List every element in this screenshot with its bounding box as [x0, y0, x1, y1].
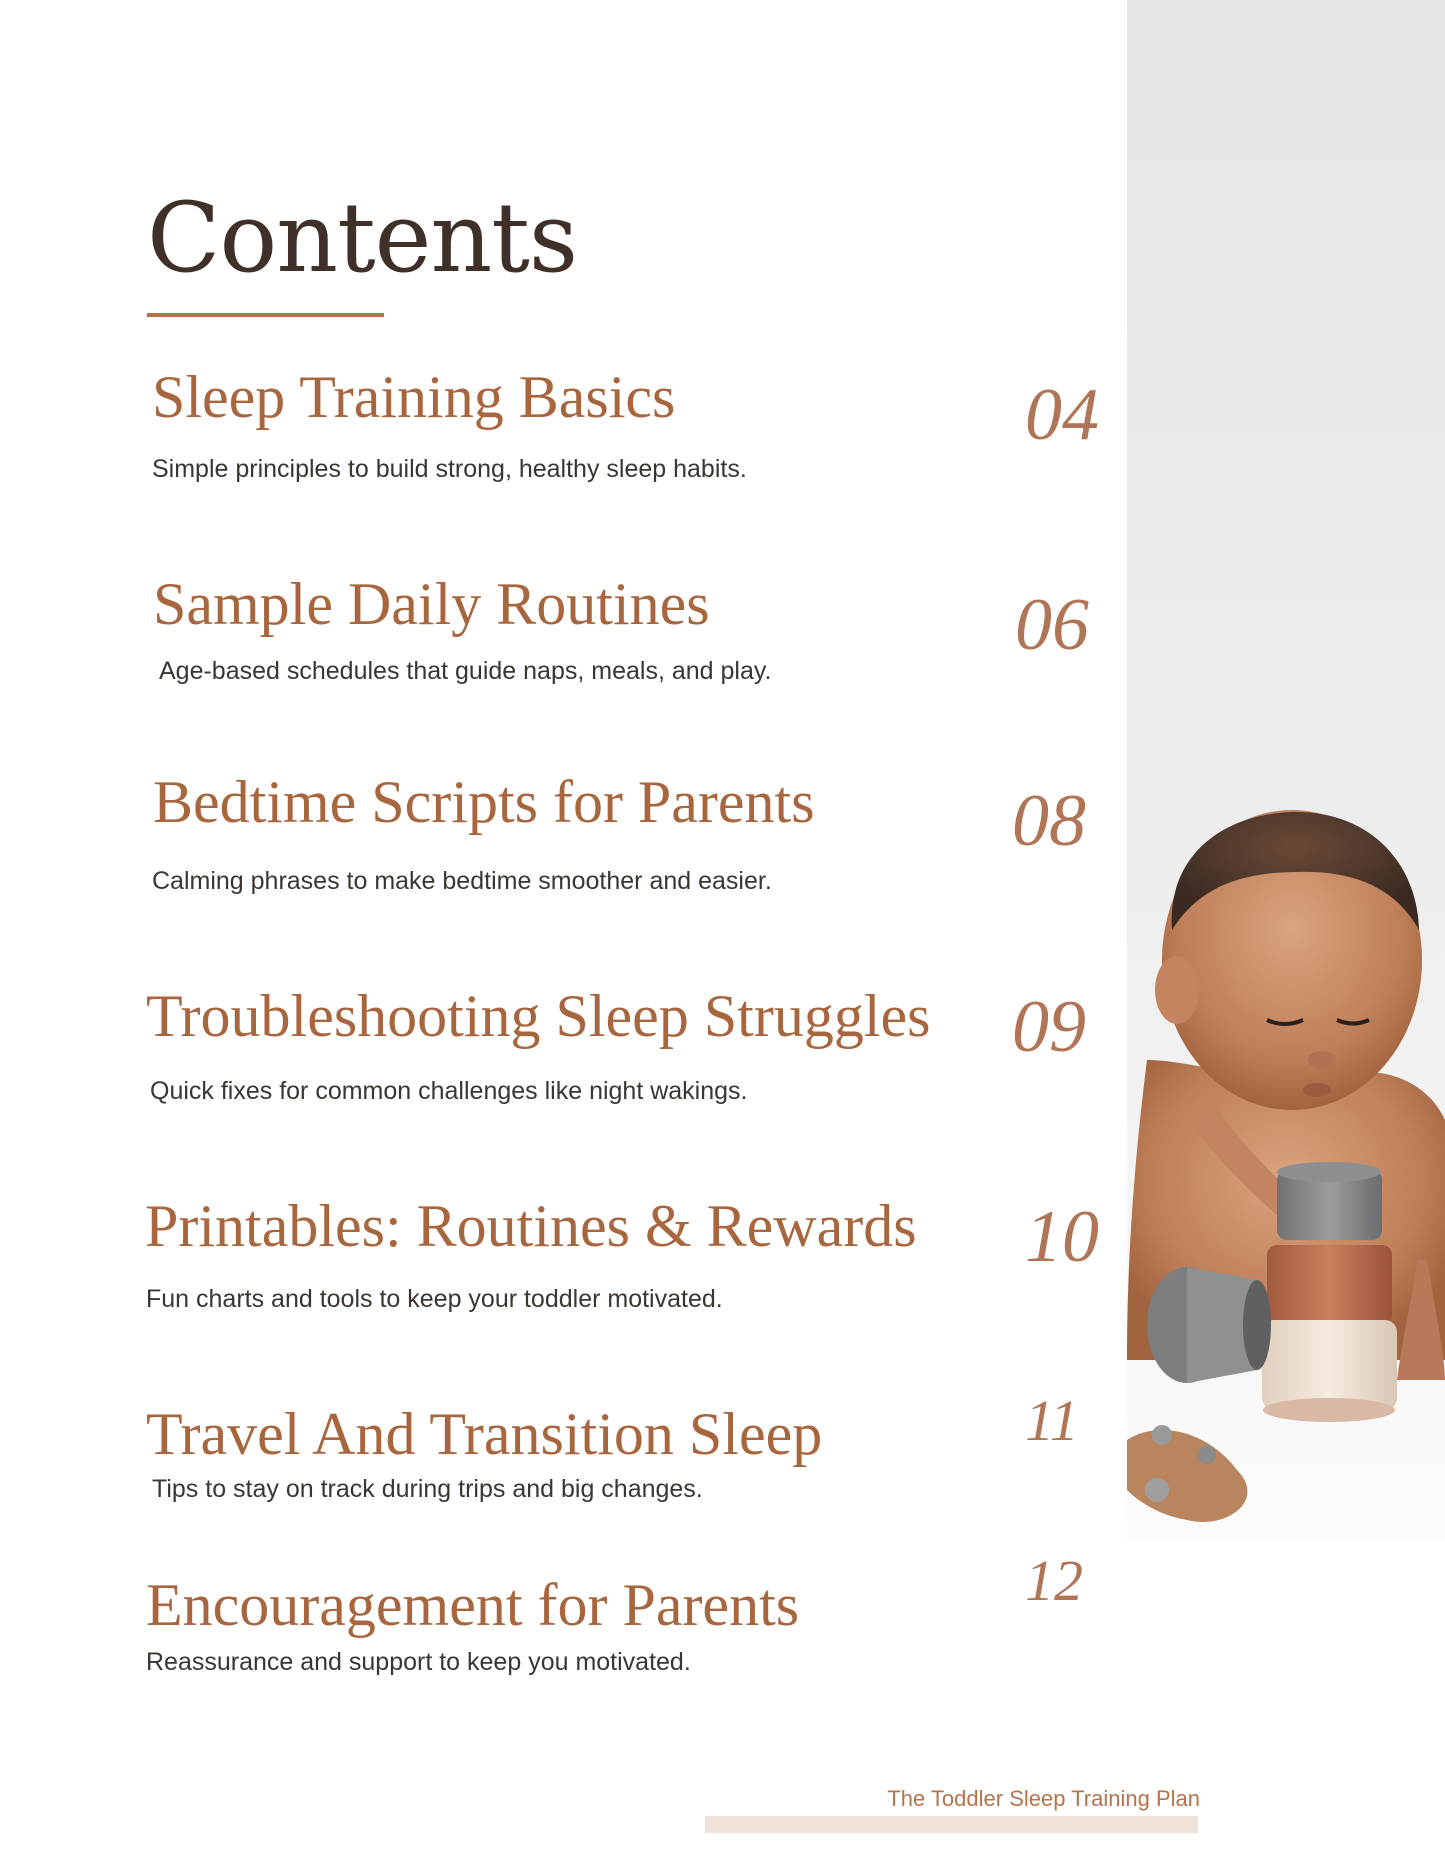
stacking-cups [1262, 1162, 1397, 1422]
toc-entry-page-number: 04 [1025, 374, 1099, 456]
wooden-toy [1127, 1425, 1247, 1522]
toc-entry-heading: Troubleshooting Sleep Struggles [146, 983, 931, 1049]
baby-photo-panel [1127, 0, 1445, 1540]
toc-entry-page-number: 11 [1025, 1388, 1079, 1453]
title-underline [147, 313, 384, 317]
footer-book-title: The Toddler Sleep Training Plan [887, 1786, 1200, 1811]
toc-entry-description: Age-based schedules that guide naps, meals, and play. [159, 657, 772, 685]
toc-entry-page-number: 06 [1015, 584, 1089, 666]
toc-entry-description: Fun charts and tools to keep your toddler motivated. [146, 1285, 723, 1313]
toc-entry-heading: Printables: Routines & Rewards [145, 1193, 917, 1259]
toc-entry-heading: Sample Daily Routines [153, 571, 710, 637]
toc-entry-heading: Travel And Transition Sleep [146, 1401, 823, 1467]
toc-entry-description: Simple principles to build strong, healthy sleep habits. [152, 455, 747, 483]
toc-entry-heading: Encouragement for Parents [146, 1572, 800, 1638]
footer-bar [705, 1816, 1198, 1833]
toc-entry-description: Quick fixes for common challenges like night wakings. [150, 1077, 748, 1105]
baby-playing-with-stacking-cups-photo [1127, 0, 1445, 1540]
toc-entry-heading: Sleep Training Basics [152, 364, 676, 430]
toc-entry-heading: Bedtime Scripts for Parents [153, 769, 815, 835]
toc-entry-description: Tips to stay on track during trips and big changes. [152, 1475, 703, 1503]
page-title: Contents [147, 182, 578, 294]
toc-entry-page-number: 09 [1012, 986, 1086, 1068]
grey-cup [1147, 1267, 1271, 1383]
toc-entry-page-number: 08 [1012, 780, 1086, 862]
toc-entry-description: Reassurance and support to keep you motivated. [146, 1648, 691, 1676]
toc-entry-description: Calming phrases to make bedtime smoother and easier. [152, 867, 772, 895]
toc-entry-page-number: 10 [1025, 1196, 1099, 1278]
toc-entry-page-number: 12 [1025, 1548, 1083, 1613]
